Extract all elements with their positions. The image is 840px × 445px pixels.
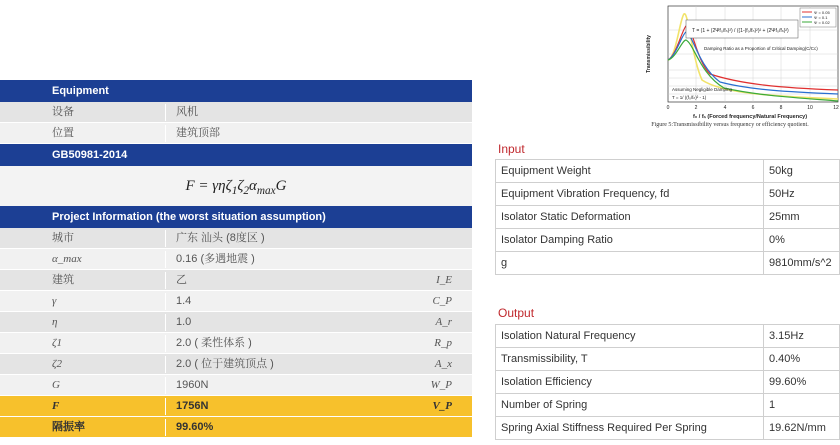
project-row-label: 隔振率 [52,421,85,433]
y-axis-label: Transmissibility [646,35,652,73]
row-label: g [496,252,764,275]
chart-annotation: Damping Ratio as a Proportion of Critical Damping(C/Cc) [704,46,818,51]
row-label: Isolation Natural Frequency [496,325,764,348]
input-title: Input [498,142,525,156]
project-row-value: 99.60% [176,421,214,433]
project-row-value: 2.0 ( 位于建筑顶点 ) [176,358,274,370]
table-row [496,394,840,417]
row-value: 0.40% [764,348,840,371]
project-row [0,270,472,291]
table-row [496,325,840,348]
svg-text:T = (1 + (2Ψf₀/fₙ)²) / ((1-(f₀: T = (1 + (2Ψf₀/fₙ)²) / ((1-(f₀/fₙ)²)² + (2Ψf₀/fₙ)²) [692,28,789,34]
project-row [0,375,472,396]
row-value: 25mm [764,206,840,229]
project-row-value: 2.0 ( 柔性体系 ) [176,337,252,349]
project-row-value: 乙 [176,274,187,286]
table-row [496,371,840,394]
x-tick: 2 [694,105,698,111]
project-row [0,228,472,249]
project-info-header: Project Information (the worst situation assumption) [0,206,472,228]
x-tick: 0 [666,105,670,111]
project-row-symbol: R_p [434,337,452,349]
chart-annotation: T = 1/ ((f₀/fₙ)² - 1) [672,95,707,100]
x-tick: 6 [751,105,755,111]
project-row-value: 1.0 [176,316,192,328]
project-row-value: 0.16 (多遇地震 ) [176,253,255,265]
row-value: 9810mm/s^2 [764,252,840,275]
row-label: Spring Axial Stiffness Required Per Spring [496,417,764,440]
table-row [496,206,840,229]
table-row [496,252,840,275]
project-row-label: η [52,316,58,328]
project-row-label: ζ1 [52,337,62,349]
table-row [496,348,840,371]
project-row-label: F [52,400,60,412]
chart-annotation: Assuming Negligible Damping [672,87,733,92]
row-value: 50Hz [764,183,840,206]
project-row-symbol: A_x [434,358,452,370]
project-row-symbol: A_r [435,316,452,328]
table-row [496,229,840,252]
standard-header: GB50981-2014 [0,144,472,166]
figure-caption: Figure 5:Transmissibility versus frequency or efficiency quotient. [651,122,809,128]
project-row-value: 1756N [176,400,209,412]
table-row [496,417,840,440]
row-label: Transmissibility, T [496,348,764,371]
project-row [0,396,472,417]
x-tick: 8 [779,105,783,111]
row-value: 3.15Hz [764,325,840,348]
project-row-label: 建筑 [52,274,74,286]
project-row-label: ζ2 [52,358,62,370]
seismic-panel [0,80,472,438]
project-row-label: γ [52,295,57,307]
x-tick: 12 [833,105,839,111]
equipment-row: 设备 风机 [0,102,472,123]
equipment-header: Equipment [0,80,472,102]
x-tick: 10 [807,105,813,111]
project-row-symbol: C_P [432,295,452,307]
legend-entry: Ψ = 0.1 [814,15,828,20]
output-title: Output [498,306,535,320]
row-label: Number of Spring [496,394,764,417]
row-label: Isolator Static Deformation [496,206,764,229]
project-row-symbol: V_P [432,400,452,412]
x-tick: 4 [723,105,727,111]
project-row [0,291,472,312]
project-row-label: G [52,379,60,391]
row-value: 50kg [764,160,840,183]
table-row [496,160,840,183]
row-label: Isolator Damping Ratio [496,229,764,252]
row-label: Isolation Efficiency [496,371,764,394]
input-table [495,159,840,275]
row-value: 1 [764,394,840,417]
project-row-value: 1960N [176,379,209,391]
project-row [0,249,472,270]
project-row-label: 城市 [52,232,74,244]
legend-entry: Ψ = 0.05 [814,10,830,15]
row-value: 99.60% [764,371,840,394]
output-table [495,324,840,440]
project-row [0,354,472,375]
project-row [0,333,472,354]
project-row-label: α_max [52,253,82,265]
x-axis-label: f₀ / fₙ (Forced frequency/Natural Frequency) [692,114,808,120]
row-label: Equipment Vibration Frequency, fd [496,183,764,206]
project-row-value: 1.4 [176,295,192,307]
seismic-formula: $F = \gamma\eta\zeta_1\zeta_2\alpha_{max}G$ [0,166,472,206]
project-row-symbol: I_E [436,274,452,286]
row-value: 0% [764,229,840,252]
equipment-row: 位置 建筑顶部 [0,123,472,144]
row-label: Equipment Weight [496,160,764,183]
project-row-value: 广东 汕头 (8度区 ) [176,232,265,244]
project-row [0,417,472,438]
table-row [496,183,840,206]
row-value: 19.62N/mm [764,417,840,440]
project-row-symbol: W_P [430,379,452,391]
transmissibility-chart [640,0,840,140]
project-row [0,312,472,333]
legend-entry: Ψ = 0.02 [814,20,830,25]
